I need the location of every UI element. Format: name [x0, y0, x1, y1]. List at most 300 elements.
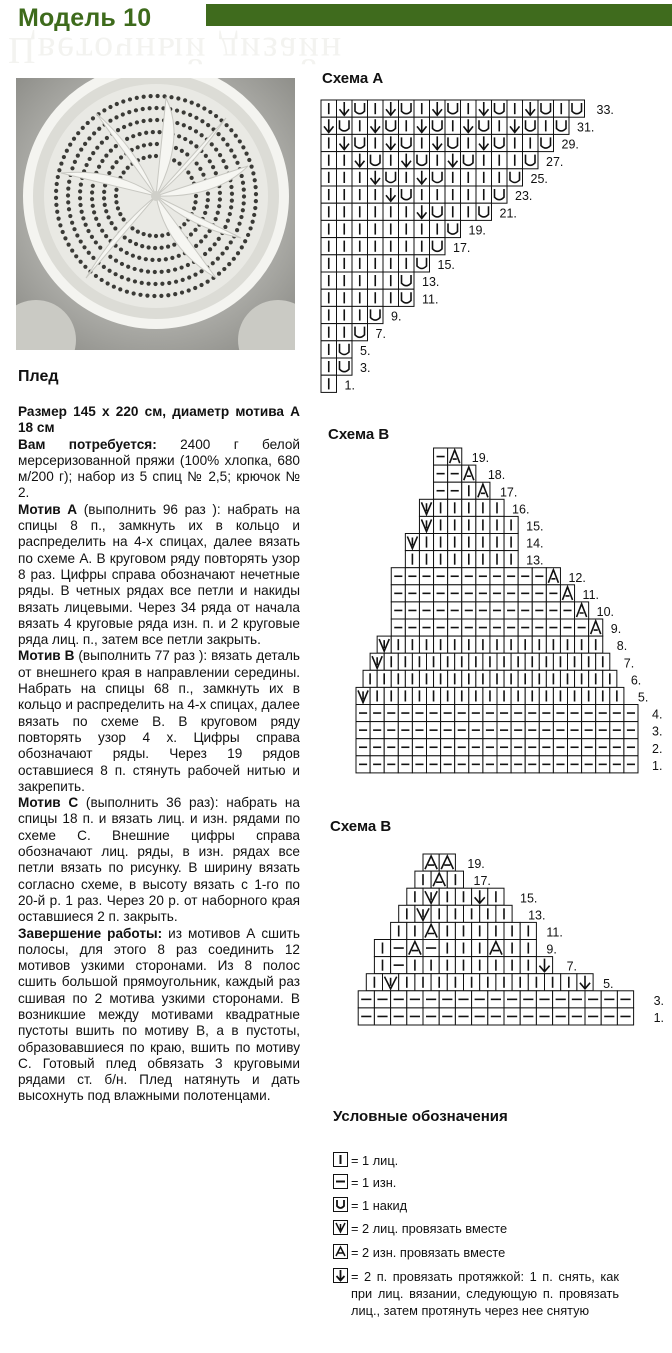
schema-b2-cell — [358, 991, 374, 1008]
finish-paragraph — [18, 926, 300, 1105]
schema-b1-cell — [455, 705, 469, 722]
finish-label: Завершение работы: — [18, 925, 163, 941]
schema-b2-cell — [431, 871, 447, 888]
schema-b1-cell — [610, 687, 624, 704]
schema-a-cell — [352, 169, 368, 186]
schema-b1-cell — [504, 619, 518, 636]
schema-a-cell — [321, 220, 337, 237]
schema-a-cell — [414, 186, 430, 203]
schema-b1-cell — [525, 739, 539, 756]
schema-b1-cell — [448, 619, 462, 636]
schema-b1-cell — [546, 585, 560, 602]
schema-b2-cell — [439, 957, 455, 974]
materials-paragraph — [18, 437, 300, 502]
schema-b2-cell — [488, 940, 504, 957]
schema-a-cell — [430, 238, 446, 255]
schema-a-cell — [368, 117, 384, 134]
schema-b1-cell — [398, 687, 412, 704]
schema-a-cell — [383, 272, 399, 289]
schema-b1-cell — [483, 687, 497, 704]
schema-a-cell — [337, 255, 353, 272]
schema-b2-cell — [455, 922, 471, 939]
schema-b1-cell — [497, 756, 511, 773]
schema-b2-cell — [472, 888, 488, 905]
schema-b1-cell — [377, 670, 391, 687]
schema-b2-cell — [358, 1008, 374, 1025]
schema-a-cell — [507, 169, 523, 186]
schema-b1-cell — [455, 722, 469, 739]
schema-b1-cell — [356, 705, 370, 722]
schema-b2-cell — [520, 991, 536, 1008]
schema-b1-cell — [624, 705, 638, 722]
schema-b1-cell — [575, 636, 589, 653]
schema-b2-cell — [407, 940, 423, 957]
schema-b1-cell — [497, 687, 511, 704]
legend-text: = 2 п. провязать протяжкой: 1 п. снять, как при лиц. вязании, следующую п. провязать лиц., затем протянуть через нее снятую — [351, 1269, 619, 1318]
schema-b2-cell — [415, 974, 431, 991]
schema-b2-cell — [472, 957, 488, 974]
schema-b1-cell — [546, 636, 560, 653]
schema-a-row-number: 29. — [561, 137, 579, 152]
schema-b1-cell — [462, 499, 476, 516]
schema-a-cell — [321, 117, 337, 134]
schema-b1-cell — [405, 670, 419, 687]
schema-a-cell — [337, 117, 353, 134]
schema-b2-cell — [374, 957, 390, 974]
schema-b2-cell — [520, 940, 536, 957]
schema-b1-cell — [363, 670, 377, 687]
schema-a-cell — [337, 203, 353, 220]
schema-b1-cell — [427, 722, 441, 739]
schema-a-cell — [337, 272, 353, 289]
schema-a-cell — [321, 375, 337, 392]
schema-b2-cell — [504, 922, 520, 939]
schema-b1-cell — [568, 687, 582, 704]
schema-a-row-number: 11. — [422, 292, 439, 307]
schema-b1-cell — [504, 534, 518, 551]
schema-b2-row-number: 1. — [653, 1011, 665, 1025]
schema-b1-row-number: 4. — [652, 707, 663, 722]
schema-b1-cell — [589, 670, 603, 687]
schema-b1-cell — [518, 568, 532, 585]
schema-a-cell — [321, 100, 337, 117]
schema-a-cell — [461, 117, 477, 134]
schema-a-cell — [476, 152, 492, 169]
schema-b1-cell — [525, 756, 539, 773]
page-header — [0, 0, 672, 72]
schema-b1-cell — [448, 585, 462, 602]
schema-a-cell — [383, 203, 399, 220]
motif-a-paragraph — [18, 502, 300, 649]
schema-a-cell — [445, 100, 461, 117]
schema-a-cell — [414, 203, 430, 220]
schema-b1-row-number: 1. — [652, 758, 663, 773]
schema-b1-row-number: 17. — [499, 485, 518, 500]
schema-a-cell — [352, 203, 368, 220]
schema-b1-cell — [419, 636, 433, 653]
schema-b1-cell — [434, 448, 448, 465]
schema-a-row-number: 5. — [360, 344, 371, 358]
schema-b1-cell — [419, 585, 433, 602]
schema-b1-cell — [504, 516, 518, 533]
schema-b1-cell — [448, 499, 462, 516]
schema-b1-cell — [448, 516, 462, 533]
schema-b1-cell — [370, 739, 384, 756]
schema-a-cell — [321, 203, 337, 220]
schema-b1-chart — [352, 446, 672, 774]
schema-b2-cell — [464, 905, 480, 922]
schema-a-cell — [445, 203, 461, 220]
schema-a-cell — [321, 238, 337, 255]
schema-b2-cell — [464, 974, 480, 991]
schema-b1-cell — [441, 705, 455, 722]
schema-b2-cell — [520, 922, 536, 939]
schema-b1-cell — [462, 568, 476, 585]
schema-b1-cell — [370, 756, 384, 773]
schema-b2-cell — [561, 974, 577, 991]
schema-b2-cell — [455, 991, 471, 1008]
schema-a-cell — [507, 134, 523, 151]
legend-item-knit — [333, 1152, 398, 1169]
motif-b-label: Мотив В — [18, 648, 75, 664]
schema-b2-row-number: 3. — [653, 993, 665, 1008]
schema-a-cell — [538, 134, 554, 151]
schema-b2-cell — [439, 888, 455, 905]
schema-b1-cell — [448, 482, 462, 499]
schema-b2-cell — [617, 991, 633, 1008]
schema-a-row-number: 19. — [468, 223, 486, 238]
schema-a-title: Схема А — [322, 70, 384, 87]
schema-a-cell — [352, 100, 368, 117]
schema-a-row-number: 33. — [596, 103, 614, 118]
schema-b1-cell — [504, 602, 518, 619]
schema-a-cell — [445, 134, 461, 151]
schema-a-cell — [337, 289, 353, 306]
schema-b2-cell — [617, 1008, 633, 1025]
schema-a-row-number: 1. — [344, 378, 355, 393]
schema-b2-cell — [407, 922, 423, 939]
schema-a-cell — [399, 186, 415, 203]
schema-b1-cell — [476, 670, 490, 687]
schema-b1-cell — [384, 653, 398, 670]
schema-b1-cell — [511, 756, 525, 773]
schema-a-cell — [399, 134, 415, 151]
schema-b1-cell — [398, 722, 412, 739]
schema-b1-cell — [462, 482, 476, 499]
schema-a-row-number: 3. — [360, 361, 371, 376]
schema-b1-cell — [532, 585, 546, 602]
schema-a-row-number: 25. — [530, 172, 548, 186]
schema-b1-cell — [539, 687, 553, 704]
legend-text: = 1 накид — [351, 1198, 408, 1213]
schema-b1-cell — [441, 739, 455, 756]
schema-b1-cell — [490, 551, 504, 568]
materials-label: Вам потребуется: — [18, 436, 157, 452]
schema-b2-cell — [423, 940, 439, 957]
schema-a-cell — [321, 134, 337, 151]
schema-b2-cell — [504, 940, 520, 957]
schema-b1-title: Схема В — [328, 426, 390, 443]
schema-b1-cell — [518, 602, 532, 619]
schema-b1-cell — [476, 551, 490, 568]
schema-a-cell — [461, 152, 477, 169]
schema-b1-cell — [476, 568, 490, 585]
schema-b1-cell — [596, 687, 610, 704]
schema-b1-cell — [490, 534, 504, 551]
schema-b1-cell — [596, 705, 610, 722]
schema-b1-cell — [532, 636, 546, 653]
schema-b2-cell — [577, 974, 593, 991]
yarn-over-symbol-icon — [333, 1197, 348, 1212]
schema-b1-cell — [469, 687, 483, 704]
schema-a-cell — [337, 100, 353, 117]
schema-b1-cell — [384, 687, 398, 704]
schema-b1-cell — [469, 739, 483, 756]
schema-b1-row-number: 8. — [616, 639, 628, 654]
schema-b1-cell — [560, 585, 574, 602]
schema-a-cell — [337, 186, 353, 203]
schema-b1-cell — [434, 585, 448, 602]
motif-c-label: Мотив С — [18, 795, 79, 811]
schema-a-cell — [337, 238, 353, 255]
schema-b2-cell — [439, 991, 455, 1008]
motif-a-label: Мотив А — [18, 501, 78, 517]
schema-b1-cell — [546, 619, 560, 636]
schema-a-cell — [445, 186, 461, 203]
legend-text: = 2 изн. провязать вместе — [351, 1245, 506, 1260]
schema-b2-cell — [383, 974, 399, 991]
schema-b1-cell — [504, 670, 518, 687]
schema-b1-cell — [553, 705, 567, 722]
schema-b1-cell — [370, 653, 384, 670]
schema-a-cell — [321, 255, 337, 272]
schema-b2-row-number: 9. — [546, 942, 557, 957]
schema-b2-cell — [601, 991, 617, 1008]
legend-item-k2tog — [333, 1220, 507, 1237]
schema-b1-cell — [589, 619, 603, 636]
schema-b2-title: Схема В — [330, 818, 392, 835]
schema-b1-cell — [441, 653, 455, 670]
schema-a-cell — [492, 134, 508, 151]
schema-a-cell — [399, 169, 415, 186]
schema-b2-cell — [415, 905, 431, 922]
schema-b2-cell — [391, 1008, 407, 1025]
schema-b1-cell — [434, 568, 448, 585]
schema-b1-cell — [391, 585, 405, 602]
schema-a-cell — [352, 272, 368, 289]
schema-a-cell — [554, 117, 570, 134]
instructions-column — [18, 368, 300, 1105]
schema-b2-cell — [504, 957, 520, 974]
schema-b1-cell — [434, 670, 448, 687]
schema-b1-cell — [490, 670, 504, 687]
schema-a-cell — [430, 100, 446, 117]
schema-b1-cell — [497, 722, 511, 739]
schema-a-cell — [368, 238, 384, 255]
schema-b2-row-number: 7. — [566, 959, 578, 974]
schema-a-cell — [368, 289, 384, 306]
schema-b1-cell — [434, 516, 448, 533]
schema-a-cell — [383, 255, 399, 272]
schema-b2-cell — [374, 991, 390, 1008]
schema-b1-cell — [427, 705, 441, 722]
schema-a-row-number: 31. — [577, 120, 595, 135]
schema-b1-cell — [427, 756, 441, 773]
schema-b2-cell — [520, 1008, 536, 1025]
schema-b1-cell — [448, 602, 462, 619]
schema-b1-cell — [434, 534, 448, 551]
schema-b1-row-number: 10. — [596, 605, 615, 619]
schema-b1-cell — [582, 756, 596, 773]
schema-b1-cell — [419, 499, 433, 516]
schema-b1-row-number: 11. — [582, 587, 600, 602]
schema-b1-cell — [504, 568, 518, 585]
schema-a-cell — [430, 220, 446, 237]
schema-b1-cell — [434, 636, 448, 653]
schema-a-cell — [337, 306, 353, 323]
schema-a-cell — [430, 203, 446, 220]
schema-a-cell — [461, 100, 477, 117]
schema-b1-row-number: 18. — [487, 468, 506, 483]
schema-b1-cell — [560, 619, 574, 636]
schema-b1-cell — [377, 636, 391, 653]
schema-b1-cell — [427, 653, 441, 670]
schema-a-cell — [337, 152, 353, 169]
schema-a-cell — [554, 100, 570, 117]
schema-b2-cell — [601, 1008, 617, 1025]
schema-b1-cell — [462, 516, 476, 533]
schema-a-cell — [321, 358, 337, 375]
schema-a-cell — [368, 220, 384, 237]
schema-b1-row-number: 3. — [652, 724, 663, 739]
schema-b2-cell — [431, 974, 447, 991]
schema-b1-cell — [575, 602, 589, 619]
schema-b2-cell — [423, 854, 439, 871]
schema-b1-cell — [405, 619, 419, 636]
schema-b1-cell — [497, 653, 511, 670]
schema-b1-cell — [412, 739, 426, 756]
model-title: Модель 10 — [18, 4, 152, 32]
schema-a-cell — [383, 238, 399, 255]
schema-b1-cell — [405, 568, 419, 585]
schema-b1-cell — [568, 739, 582, 756]
header-green-band — [206, 4, 672, 26]
schema-b1-row-number: 15. — [526, 519, 544, 534]
schema-b1-row-number: 12. — [568, 570, 586, 585]
schema-b1-cell — [391, 670, 405, 687]
schema-b1-cell — [525, 705, 539, 722]
schema-b2-cell — [431, 905, 447, 922]
schema-b1-cell — [391, 568, 405, 585]
schema-b2-cell — [447, 871, 463, 888]
schema-b1-cell — [434, 499, 448, 516]
schema-b1-cell — [568, 756, 582, 773]
schema-b2-cell — [553, 991, 569, 1008]
schema-b1-cell — [490, 499, 504, 516]
schema-b1-cell — [539, 739, 553, 756]
schema-b1-cell — [370, 687, 384, 704]
legend-text: = 1 лиц. — [351, 1153, 399, 1168]
schema-a-row-number: 17. — [453, 240, 471, 255]
schema-b1-cell — [532, 602, 546, 619]
schema-a-cell — [430, 117, 446, 134]
schema-b1-cell — [441, 722, 455, 739]
schema-a-cell — [368, 272, 384, 289]
schema-a-cell — [368, 169, 384, 186]
schema-a-cell — [492, 186, 508, 203]
schema-b2-cell — [472, 922, 488, 939]
schema-a-cell — [399, 238, 415, 255]
schema-b1-cell — [476, 602, 490, 619]
schema-b1-cell — [532, 568, 546, 585]
schema-b1-cell — [455, 653, 469, 670]
schema-b1-cell — [476, 482, 490, 499]
schema-b1-cell — [419, 602, 433, 619]
schema-a-cell — [383, 100, 399, 117]
schema-b1-cell — [568, 653, 582, 670]
schema-a-cell — [368, 100, 384, 117]
schema-b1-cell — [490, 516, 504, 533]
schema-a-cell — [430, 152, 446, 169]
schema-b1-row-number: 16. — [512, 502, 530, 517]
k2tog-symbol-icon — [333, 1220, 348, 1235]
schema-b2-row-number: 17. — [473, 874, 491, 889]
schema-b1-cell — [448, 465, 462, 482]
schema-b1-cell — [384, 705, 398, 722]
schema-a-cell — [492, 100, 508, 117]
schema-b2-cell — [439, 922, 455, 939]
schema-b2-cell — [536, 1008, 552, 1025]
schema-b2-row-number: 5. — [603, 976, 614, 991]
schema-b1-cell — [610, 756, 624, 773]
schema-b1-cell — [490, 602, 504, 619]
schema-b1-cell — [391, 602, 405, 619]
schema-a-cell — [414, 152, 430, 169]
legend-title: Условные обозначения — [333, 1108, 508, 1125]
schema-b2-chart — [340, 852, 672, 1030]
schema-a-cell — [507, 117, 523, 134]
schema-b2-cell — [472, 940, 488, 957]
schema-a-cell — [383, 289, 399, 306]
schema-a-cell — [321, 341, 337, 358]
schema-b2-cell — [439, 940, 455, 957]
schema-a-cell — [399, 255, 415, 272]
schema-a-cell — [321, 324, 337, 341]
schema-a-cell — [523, 117, 539, 134]
schema-b1-cell — [539, 756, 553, 773]
schema-b1-cell — [462, 551, 476, 568]
schema-b1-cell — [476, 516, 490, 533]
schema-a-cell — [492, 169, 508, 186]
schema-b1-cell — [483, 739, 497, 756]
schema-b2-cell — [504, 1008, 520, 1025]
schema-b2-cell — [415, 871, 431, 888]
schema-a-cell — [414, 134, 430, 151]
p2tog-symbol-icon — [333, 1244, 348, 1259]
schema-b1-cell — [462, 670, 476, 687]
motif-b-text: (выполнить 77 раз ): вязать деталь от внешнего края в направлении середины. Набрать на спицы 68 п., замкнуть их в кольцо и распределить на 4-х спицах, далее вязать по схеме В. В круговом ряду повторять узор 4 х. Цифры справа обозначают ряды. Через 19 рядов оставшиеся 8 п. стянуть рабочей нитью и закрепить. — [18, 648, 300, 794]
schema-b2-cell — [447, 905, 463, 922]
schema-b2-row-number: 11. — [546, 925, 563, 940]
schema-a-row-number: 15. — [437, 258, 455, 272]
schema-b1-row-number: 5. — [637, 690, 649, 705]
schema-b1-cell — [370, 722, 384, 739]
schema-a-cell — [321, 306, 337, 323]
schema-b1-cell — [504, 585, 518, 602]
schema-b2-cell — [407, 1008, 423, 1025]
schema-a-cell — [461, 203, 477, 220]
schema-a-cell — [399, 272, 415, 289]
